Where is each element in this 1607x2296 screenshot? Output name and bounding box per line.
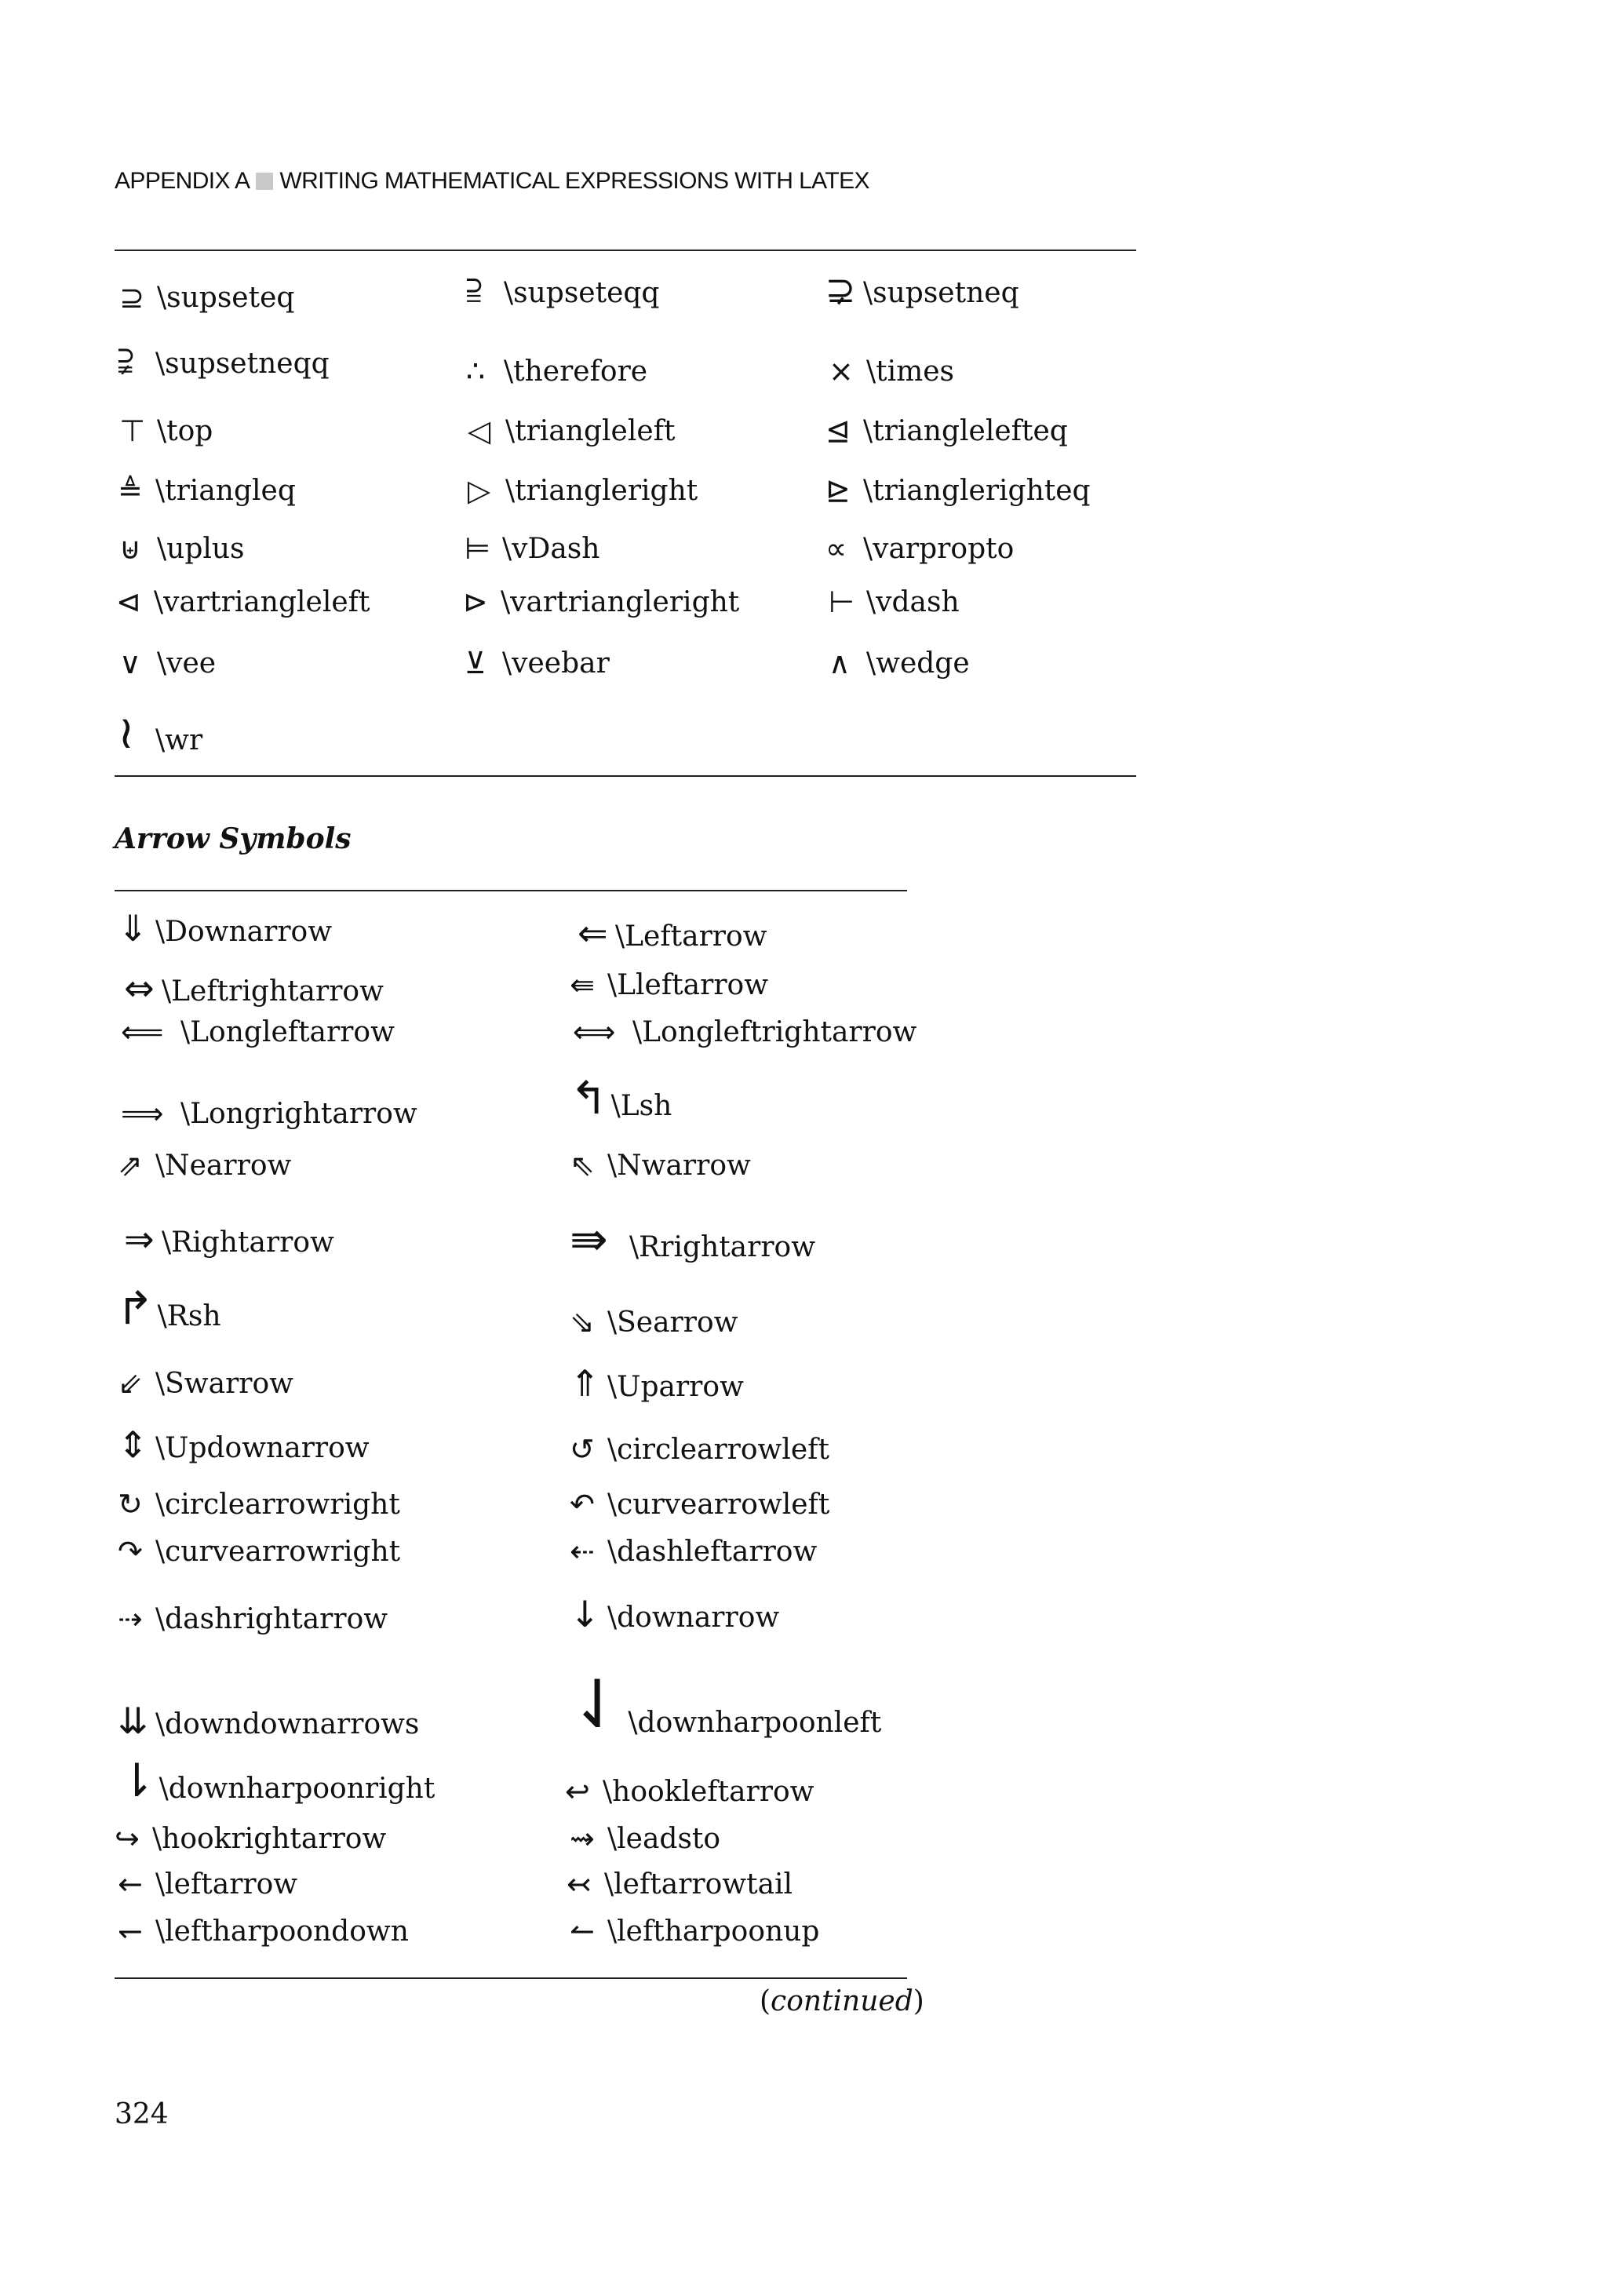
command-name: \varpropto	[863, 533, 1015, 565]
table-cell	[570, 1212, 816, 1266]
circlearrowright-icon: ↻	[118, 1487, 143, 1522]
table-cell	[118, 1534, 401, 1569]
command-name: \Uparrow	[607, 1371, 744, 1403]
dashleftarrow-icon: ⇠	[570, 1534, 595, 1569]
leftharpoonup-icon: ↼	[570, 1914, 595, 1948]
Swarrow-icon: ⇙	[118, 1366, 143, 1401]
table-cell	[465, 648, 610, 678]
circlearrowleft-icon: ↺	[570, 1432, 595, 1467]
command-name: \leftharpoonup	[607, 1915, 820, 1948]
page-number: 324	[115, 2098, 169, 2130]
table-cell	[468, 416, 675, 446]
command-name: \vartriangleright	[501, 586, 740, 618]
table-cell	[118, 339, 330, 381]
Nwarrow-icon: ⇖	[570, 1148, 595, 1183]
chapter-title: WRITING MATHEMATICAL EXPRESSIONS WITH LATEX	[279, 168, 869, 194]
command-name: \Downarrow	[155, 916, 333, 948]
command-name: \curvearrowright	[155, 1536, 401, 1568]
command-name: \triangleq	[155, 475, 296, 507]
table-cell	[121, 1017, 395, 1047]
Leftrightarrow-icon: ⇔	[124, 967, 155, 1009]
leftarrow-icon: ←	[118, 1867, 143, 1901]
triangleq-icon: ≜	[118, 473, 143, 508]
command-name: \supsetneqq	[155, 348, 330, 380]
triangleright-icon: ▷	[468, 473, 491, 508]
varpropto-icon: ∝	[825, 531, 847, 566]
hookrightarrow-icon: ↪	[115, 1821, 140, 1856]
command-name: \vDash	[502, 533, 600, 565]
Leftarrow-icon: ⇐	[578, 912, 608, 954]
supseteq-icon: ⊇	[119, 280, 144, 315]
table-cell	[116, 587, 370, 617]
Lleftarrow-icon: ⇚	[570, 968, 595, 1002]
Longleftarrow-icon: ⟸	[121, 1015, 164, 1049]
table-cell	[825, 473, 1091, 508]
table-cell	[465, 531, 600, 566]
command-name: \downarrow	[607, 1602, 780, 1634]
command-name: \dashleftarrow	[607, 1536, 818, 1568]
table-cell	[570, 1487, 830, 1522]
table-cell	[119, 280, 295, 315]
table-cell	[124, 967, 384, 1009]
command-name: \vdash	[866, 586, 960, 618]
command-name: \Longleftarrow	[180, 1016, 395, 1048]
therefore-icon: ∴	[466, 354, 486, 388]
table-cell	[119, 648, 216, 678]
table-cell	[466, 268, 660, 311]
table-cell	[119, 531, 245, 566]
Downarrow-icon: ⇓	[118, 907, 148, 949]
Rsh-icon: ↱	[116, 1281, 155, 1335]
supsetneq-icon: ⊋	[825, 268, 856, 311]
command-name: \Lleftarrow	[607, 969, 769, 1001]
Updownarrow-icon: ⇕	[118, 1423, 148, 1466]
command-name: \triangleright	[505, 475, 698, 507]
hookleftarrow-icon: ↩	[565, 1774, 590, 1809]
running-head	[115, 168, 869, 195]
arrows-table-top-rule	[115, 890, 907, 891]
table-cell	[468, 473, 698, 508]
downharpoonright-icon: ⇂	[118, 1754, 156, 1807]
command-name: \veebar	[502, 647, 610, 680]
command-name: \uplus	[157, 533, 245, 565]
Rrightarrow-icon: ⇛	[570, 1212, 608, 1266]
command-name: \Leftrightarrow	[162, 975, 384, 1008]
uplus-icon: ⊎	[119, 531, 141, 566]
table-cell	[825, 268, 1019, 311]
separator-square-icon	[256, 173, 273, 190]
command-name: \vartriangleleft	[154, 586, 370, 618]
command-name: \Nwarrow	[607, 1150, 751, 1182]
table-cell	[466, 356, 647, 386]
command-name: \leftarrow	[155, 1868, 298, 1901]
continued-note	[760, 1985, 924, 2017]
table-cell	[578, 912, 767, 954]
supsetneqq-icon: ⫌	[118, 339, 134, 381]
top-icon: ⊤	[119, 414, 146, 448]
table-cell	[118, 1869, 297, 1899]
dashrightarrow-icon: ⇢	[118, 1602, 143, 1636]
command-name: \top	[157, 415, 213, 447]
leftarrowtail-icon: ↢	[567, 1867, 592, 1901]
table-cell	[825, 531, 1015, 566]
table-cell	[570, 970, 768, 1000]
command-name: \leftarrowtail	[604, 1868, 793, 1901]
Lsh-icon: ↰	[570, 1071, 608, 1124]
table-cell	[570, 1534, 818, 1569]
table-cell	[463, 587, 739, 617]
vdash-icon: ⊢	[829, 585, 855, 619]
wedge-icon: ∧	[829, 646, 851, 680]
command-name: \trianglelefteq	[863, 415, 1068, 447]
curvearrowright-icon: ↷	[118, 1534, 143, 1569]
downarrow-icon: ↓	[570, 1593, 600, 1635]
command-name: \Updownarrow	[155, 1432, 370, 1464]
Nearrow-icon: ⇗	[118, 1148, 143, 1183]
command-name: \curvearrowleft	[607, 1489, 830, 1521]
table-cell	[829, 648, 970, 678]
table-cell	[573, 1017, 916, 1047]
command-name: \circlearrowleft	[607, 1434, 829, 1466]
downharpoonleft-icon: ⇃	[570, 1666, 625, 1743]
command-name: \downdownarrows	[155, 1708, 420, 1740]
command-name: \hookrightarrow	[152, 1823, 387, 1855]
table-cell	[118, 1366, 293, 1401]
command-name: \Swarrow	[155, 1368, 293, 1400]
table-cell	[570, 1432, 829, 1467]
command-name: \therefore	[504, 355, 648, 388]
table-cell	[118, 705, 203, 759]
table-cell	[119, 416, 213, 446]
command-name: \Nearrow	[155, 1150, 292, 1182]
command-name: \hookleftarrow	[603, 1776, 814, 1808]
command-name: \triangleleft	[505, 415, 676, 447]
table-cell	[570, 1593, 780, 1635]
Longrightarrow-icon: ⟹	[121, 1096, 164, 1131]
command-name: \downharpoonleft	[628, 1707, 882, 1739]
times-icon: ×	[829, 354, 854, 388]
leftharpoondown-icon: ↽	[118, 1914, 143, 1948]
supseteqq-icon: ⫆	[466, 268, 483, 311]
table-cell	[118, 1700, 420, 1742]
command-name: \Leftarrow	[615, 920, 767, 953]
continued-open-paren: (	[760, 1985, 771, 2017]
Uparrow-icon: ⇑	[570, 1362, 600, 1405]
command-name: \downharpoonright	[159, 1773, 435, 1805]
command-name: \dashrightarrow	[155, 1603, 388, 1635]
vee-icon: ∨	[119, 646, 141, 680]
table-cell	[124, 1218, 334, 1260]
command-name: \supseteqq	[504, 277, 660, 309]
veebar-icon: ⊻	[465, 646, 486, 680]
table-cell	[118, 1754, 435, 1807]
table-cell	[570, 1362, 744, 1405]
command-name: \Rsh	[157, 1300, 221, 1332]
section-heading: Arrow Symbols	[115, 822, 352, 855]
table-cell	[565, 1774, 814, 1809]
table-cell	[118, 473, 296, 508]
table-cell	[570, 1148, 751, 1183]
operators-table-bottom-rule	[115, 775, 1136, 777]
continued-close-paren: )	[913, 1985, 924, 2017]
command-name: \circlearrowright	[155, 1489, 400, 1521]
table-cell	[829, 587, 960, 617]
vartriangleleft-icon: ⊲	[116, 585, 141, 619]
command-name: \wr	[155, 724, 203, 756]
arrows-table-bottom-rule	[115, 1977, 907, 1979]
table-cell	[829, 356, 954, 386]
downdownarrows-icon: ⇊	[118, 1700, 148, 1742]
table-cell	[118, 1148, 292, 1183]
Longleftrightarrow-icon: ⟺	[573, 1015, 616, 1049]
operators-table-top-rule	[115, 250, 1136, 251]
continued-word: continued	[771, 1985, 913, 2017]
Rightarrow-icon: ⇒	[124, 1218, 155, 1260]
table-cell	[567, 1869, 793, 1899]
table-cell	[118, 907, 333, 949]
table-cell	[570, 1821, 721, 1856]
table-cell	[115, 1821, 387, 1856]
Searrow-icon: ⇘	[570, 1305, 595, 1339]
table-cell	[570, 1071, 672, 1124]
command-name: \times	[866, 355, 955, 388]
command-name: \Longrightarrow	[180, 1098, 417, 1130]
command-name: \leadsto	[607, 1823, 721, 1855]
command-name: \trianglerighteq	[863, 475, 1091, 507]
command-name: \Longleftrightarrow	[632, 1016, 917, 1048]
trianglerighteq-icon: ⊵	[825, 473, 851, 508]
table-cell	[118, 1604, 388, 1634]
command-name: \supsetneq	[863, 277, 1019, 309]
command-name: \vee	[157, 647, 217, 680]
appendix-label: APPENDIX A	[115, 168, 250, 194]
command-name: \leftharpoondown	[155, 1915, 409, 1948]
command-name: \wedge	[866, 647, 970, 680]
curvearrowleft-icon: ↶	[570, 1487, 595, 1522]
command-name: \Searrow	[607, 1307, 738, 1339]
command-name: \Rightarrow	[162, 1226, 334, 1259]
table-cell	[121, 1096, 417, 1131]
table-cell	[118, 1487, 400, 1522]
table-cell	[570, 1916, 819, 1946]
command-name: \Rrightarrow	[629, 1231, 816, 1263]
triangleleft-icon: ◁	[468, 414, 491, 448]
vartriangleright-icon: ⊳	[463, 585, 488, 619]
table-cell	[118, 1423, 370, 1466]
command-name: \Lsh	[610, 1090, 672, 1122]
command-name: \supseteq	[157, 282, 295, 314]
vdash-double-icon: ⊨	[465, 531, 491, 566]
table-cell	[118, 1916, 409, 1946]
leadsto-icon: ⇝	[570, 1821, 595, 1856]
table-cell	[116, 1281, 221, 1335]
wr-icon: ≀	[118, 705, 135, 759]
table-cell	[570, 1307, 738, 1337]
trianglelefteq-icon: ⊴	[825, 414, 851, 448]
table-cell	[825, 416, 1068, 446]
table-cell	[570, 1666, 882, 1743]
